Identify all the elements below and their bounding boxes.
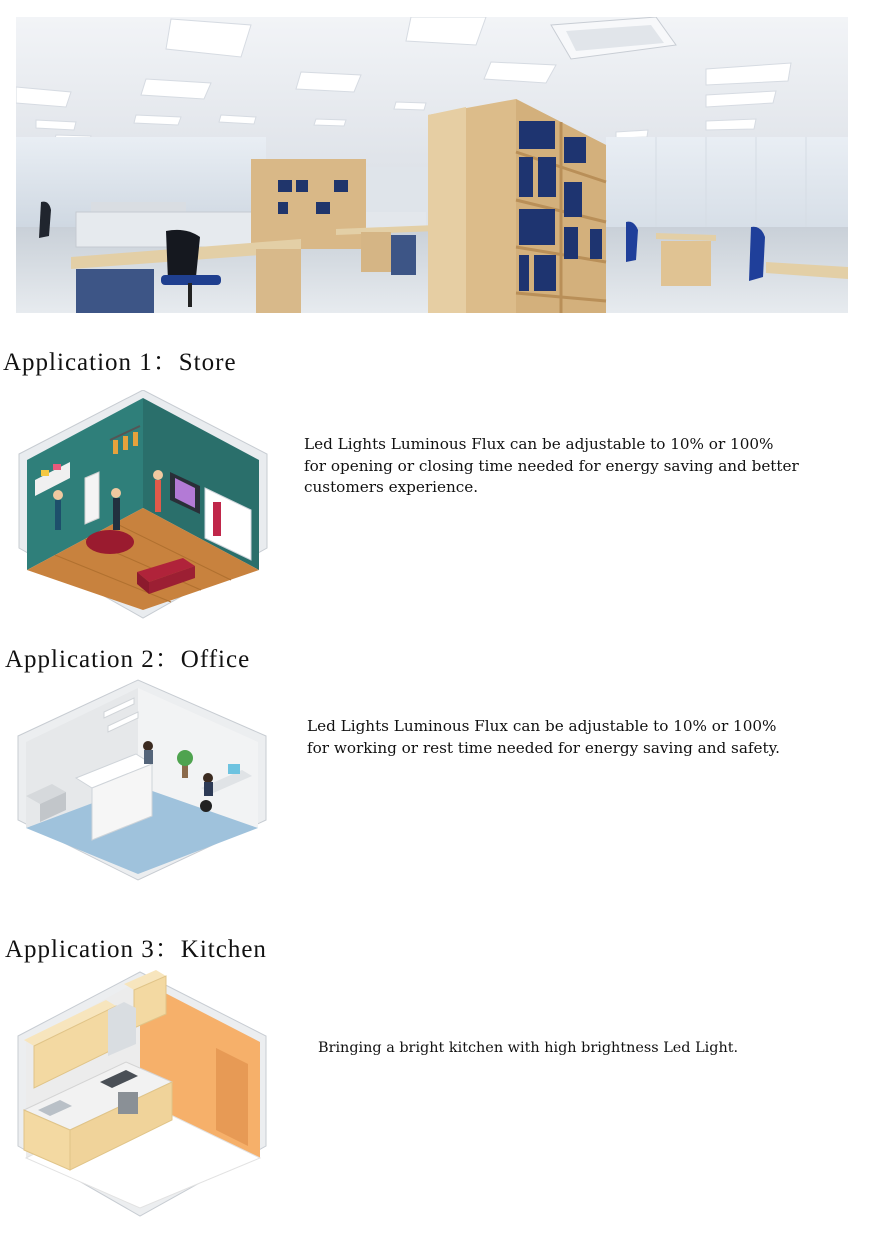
kitchen-illustration <box>16 970 268 1218</box>
application-1-description <box>304 434 864 499</box>
application-2-line-1: Led Lights Luminous Flux can be adjustable to 10% or 100% <box>307 717 777 735</box>
application-1-line-3: customers experience. <box>304 478 479 496</box>
office-illustration <box>16 678 268 882</box>
application-3-line-1: Bringing a bright kitchen with high brightness Led Light. <box>318 1040 739 1056</box>
store-illustration <box>15 390 271 620</box>
application-2-title: Application 2：Office <box>5 646 251 673</box>
application-1-title: Application 1：Store <box>3 349 237 376</box>
application-1-line-1: Led Lights Luminous Flux can be adjustable to 10% or 100% <box>304 435 774 453</box>
office-photo <box>16 17 848 313</box>
application-2-description <box>307 716 867 759</box>
application-3-description <box>318 1038 858 1060</box>
application-2-line-2: for working or rest time needed for energy saving and safety. <box>307 738 780 757</box>
application-3-title: Application 3：Kitchen <box>5 936 267 963</box>
application-1-line-2: for opening or closing time needed for energy saving and better <box>304 456 799 475</box>
